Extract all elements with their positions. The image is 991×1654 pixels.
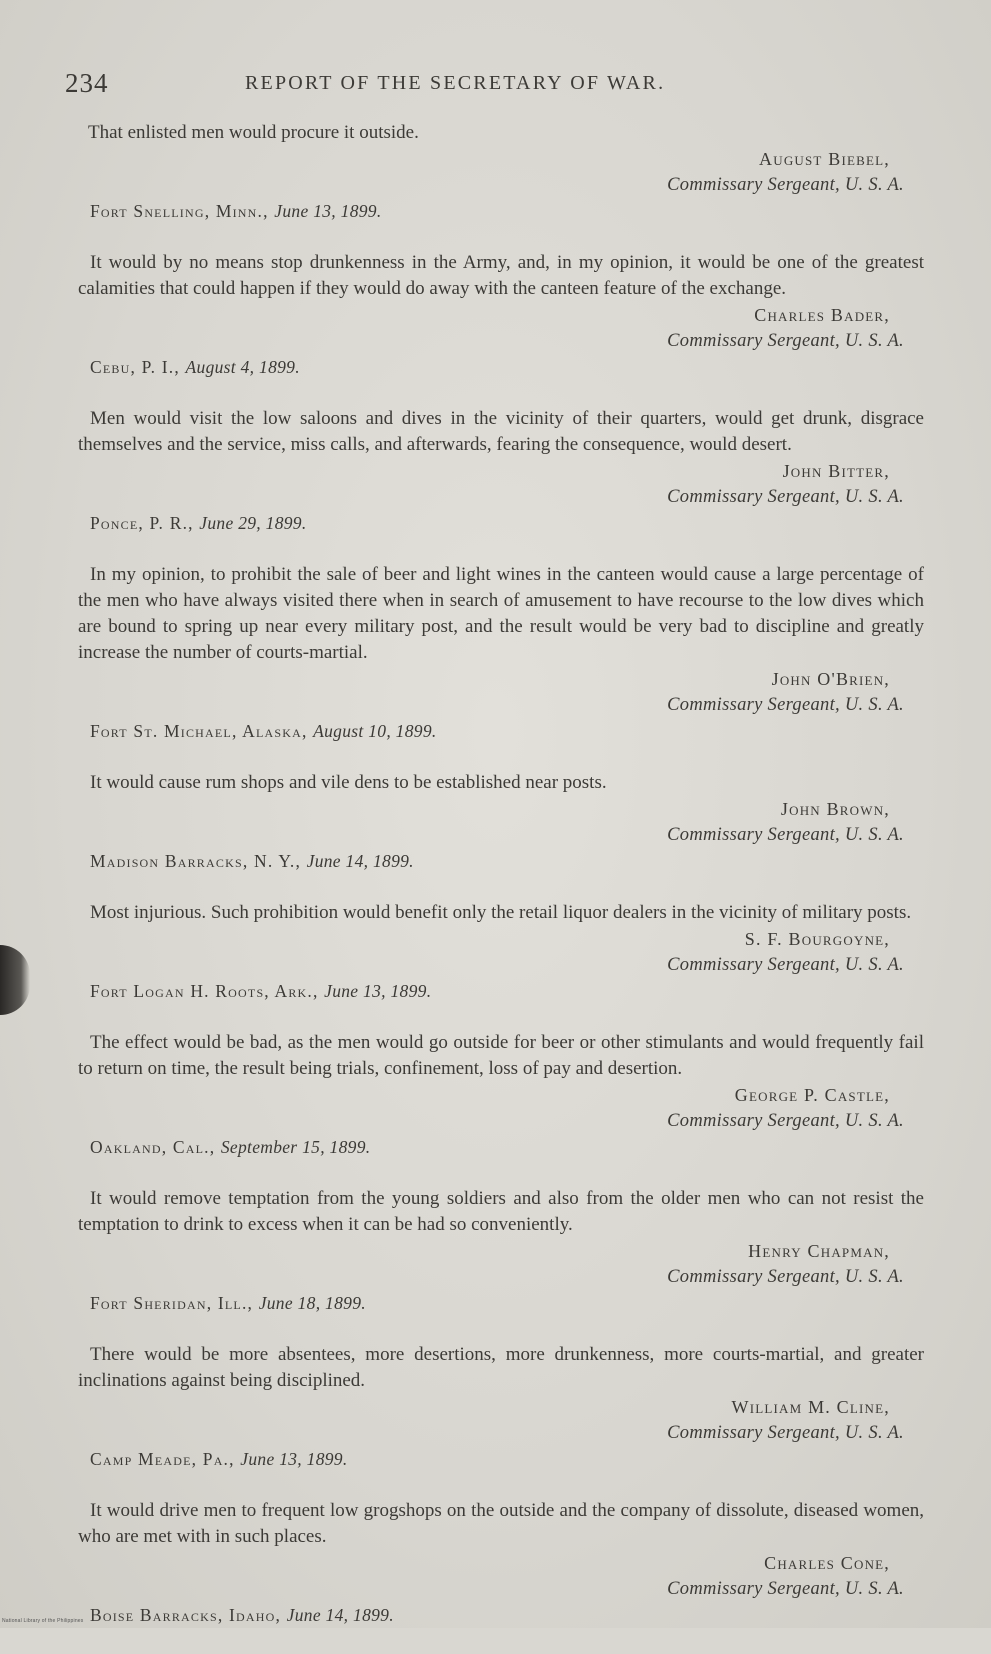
entry-place-name: Ponce, P. R.,	[90, 513, 194, 533]
entry-place-name: Camp Meade, Pa.,	[90, 1449, 235, 1469]
entry-place	[90, 1134, 924, 1160]
entry-place-name: Fort Sheridan, Ill.,	[90, 1293, 254, 1313]
entry-signer: William M. Cline,	[731, 1397, 890, 1417]
entry-signer-title: Commissary Sergeant, U. S. A.	[667, 955, 904, 975]
entry-signer-title: Commissary Sergeant, U. S. A.	[667, 1111, 904, 1131]
entry-signer: Charles Bader,	[754, 305, 890, 325]
entry-date: June 29, 1899.	[199, 513, 307, 533]
entry-signer: Henry Chapman,	[748, 1241, 890, 1261]
page-number: 234	[65, 68, 109, 98]
entry-text: It would by no means stop drunkenness in the Army, and, in my opinion, it would be one of the greatest calamities that could happen if they would do away with the canteen feature of the exchange.	[78, 252, 924, 299]
entry-signer: John O'Brien,	[771, 669, 890, 689]
entry-signer-title: Commissary Sergeant, U. S. A.	[667, 825, 904, 845]
entry-place-name: Oakland, Cal.,	[90, 1137, 216, 1157]
entry-signer: S. F. Bourgoyne,	[744, 929, 890, 949]
entry-text: Men would visit the low saloons and dives in the vicinity of their quarters, would get drunk, disgrace themselves and the service, miss calls, and afterwards, fearing the consequence, would desert.	[78, 408, 924, 455]
entry-place	[90, 1290, 924, 1316]
running-head: REPORT OF THE SECRETARY OF WAR.	[245, 72, 666, 94]
entry-place-name: Boise Barracks, Idaho,	[90, 1605, 282, 1625]
entry-signer: Charles Cone,	[764, 1553, 890, 1573]
entry-signer: August Biebel,	[759, 149, 890, 169]
entry-date: June 18, 1899.	[258, 1293, 366, 1313]
entry-place	[90, 848, 924, 874]
entry-signer: John Bitter,	[782, 461, 890, 481]
entry-date: August 10, 1899.	[313, 721, 437, 741]
entry-date: June 14, 1899.	[306, 851, 414, 871]
entry-signer-title: Commissary Sergeant, U. S. A.	[667, 175, 904, 195]
entry-text: The effect would be bad, as the men would go outside for beer or other stimulants and would frequently fail to return on time, the result being trials, confinement, loss of pay and desertion.	[78, 1032, 924, 1079]
page-body	[78, 120, 924, 1654]
entry-date: September 15, 1899.	[220, 1137, 371, 1157]
entry-place	[90, 198, 924, 224]
entry-place-name: Fort St. Michael, Alaska,	[90, 721, 308, 741]
entry-signer-title: Commissary Sergeant, U. S. A.	[667, 487, 904, 507]
entry-signer-title: Commissary Sergeant, U. S. A.	[667, 1423, 904, 1443]
entry-signer-title: Commissary Sergeant, U. S. A.	[667, 1579, 904, 1599]
archive-stamp: National Library of the Philippines	[2, 1618, 84, 1624]
entry-place	[90, 1446, 924, 1472]
entry-signer: John Brown,	[780, 799, 890, 819]
entry-text: In my opinion, to prohibit the sale of beer and light wines in the canteen would cause a large percentage of the men who have always visited there when in search of amusement to have recourse to the low dives which are bound to spring up near every military post, and the result would be very bad to discipline and greatly increase the number of courts-martial.	[78, 564, 924, 663]
entry-date: June 14, 1899.	[286, 1605, 394, 1625]
entry-signer-title: Commissary Sergeant, U. S. A.	[667, 695, 904, 715]
entry-date: June 13, 1899.	[274, 201, 382, 221]
entry-signer-title: Commissary Sergeant, U. S. A.	[667, 1267, 904, 1287]
entry-place-name: Cebu, P. I.,	[90, 357, 180, 377]
entry-signer-title: Commissary Sergeant, U. S. A.	[667, 331, 904, 351]
entry-place	[90, 354, 924, 380]
entry-place	[90, 510, 924, 536]
entry-place-name: Fort Logan H. Roots, Ark.,	[90, 981, 319, 1001]
entry-text: There would be more absentees, more desertions, more drunkenness, more courts-martial, and greater inclinations against being disciplined.	[78, 1344, 924, 1391]
entry-date: June 13, 1899.	[240, 1449, 348, 1469]
entry-text: That enlisted men would procure it outside.	[88, 122, 419, 143]
entry-place-name: Madison Barracks, N. Y.,	[90, 851, 302, 871]
entry-date: August 4, 1899.	[185, 357, 300, 377]
entry-text: It would drive men to frequent low grogshops on the outside and the company of dissolute, diseased women, who are met with in such places.	[78, 1500, 924, 1547]
entry-place	[90, 1602, 924, 1628]
scanner-thumb-shadow	[0, 945, 30, 1015]
entry-date: June 13, 1899.	[324, 981, 432, 1001]
entry-signer: George P. Castle,	[734, 1085, 890, 1105]
entry-place-name: Fort Snelling, Minn.,	[90, 201, 269, 221]
entry-text: It would cause rum shops and vile dens to be established near posts.	[90, 772, 607, 793]
entry-text: Most injurious. Such prohibition would benefit only the retail liquor dealers in the vicinity of military posts.	[90, 902, 912, 923]
entry-place	[90, 718, 924, 744]
entry-place	[90, 978, 924, 1004]
entry-text: It would remove temptation from the young soldiers and also from the older men who can not resist the temptation to drink to excess when it can be had so conveniently.	[78, 1188, 924, 1235]
page-header	[65, 68, 925, 98]
